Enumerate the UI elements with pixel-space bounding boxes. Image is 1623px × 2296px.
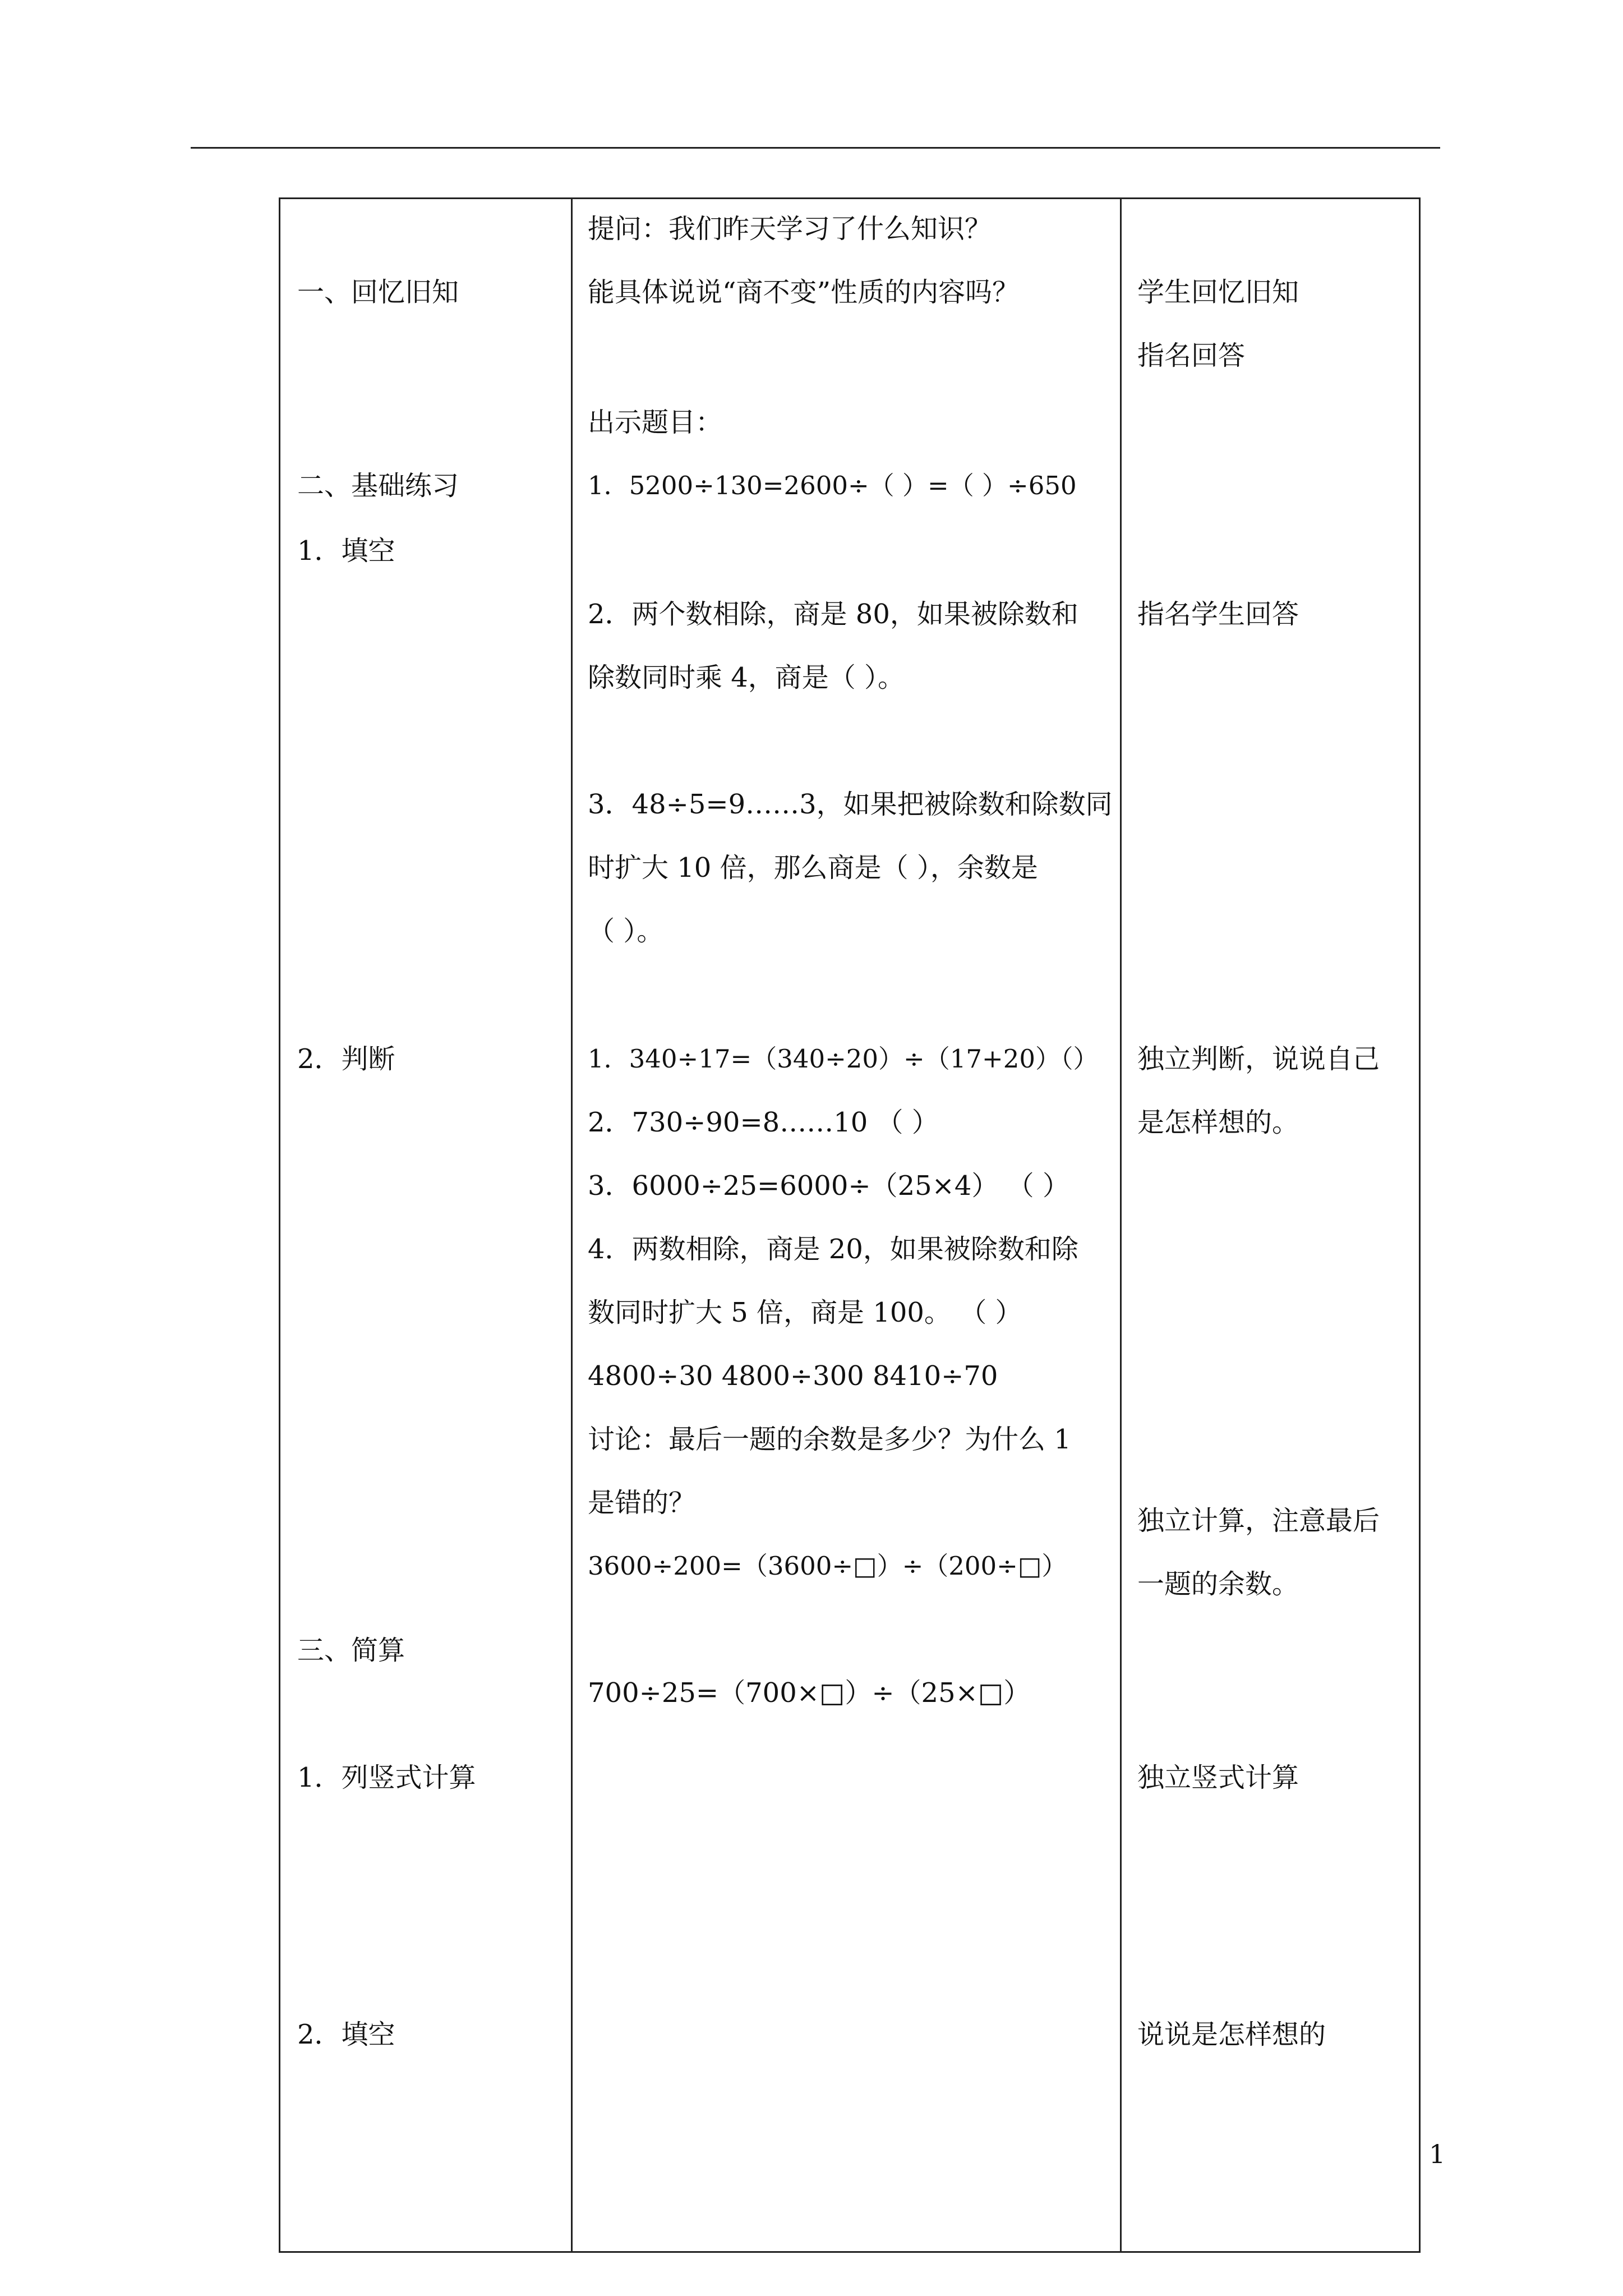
stage-basic-practice: 二、基础练习 <box>297 470 459 501</box>
student-line: 学生回忆旧知 <box>1137 277 1299 308</box>
teacher-line: 出示题目： <box>588 407 723 438</box>
column-divider-left <box>571 199 573 2251</box>
stage-fill-blank-2: 2．填空 <box>297 2019 395 2050</box>
teacher-line: 讨论：最后一题的余数是多少？为什么 1 <box>588 1424 1071 1455</box>
column-divider-right <box>1120 199 1122 2251</box>
stage-judgment: 2．判断 <box>297 1043 395 1075</box>
student-line: 指名回答 <box>1137 340 1246 371</box>
teacher-line: （ ）。 <box>588 915 664 947</box>
teacher-line: 1．5200÷130=2600÷（ ）=（ ）÷650 <box>588 471 1077 500</box>
student-line: 独立计算，注意最后 <box>1137 1505 1380 1536</box>
student-line: 是怎样想的。 <box>1137 1107 1299 1138</box>
teacher-line: 3600÷200=（3600÷□）÷（200÷□） <box>588 1551 1067 1581</box>
student-line: 指名学生回答 <box>1137 599 1299 630</box>
teacher-line: 除数同时乘 4，商是（ ）。 <box>588 662 905 693</box>
teacher-line: 4800÷30 4800÷300 8410÷70 <box>588 1360 998 1392</box>
stage-simplify: 三、简算 <box>297 1635 405 1666</box>
teacher-line: 是错的？ <box>588 1487 696 1519</box>
teacher-line: 数同时扩大 5 倍，商是 100。 （ ） <box>588 1297 1022 1328</box>
student-line: 独立竖式计算 <box>1137 1762 1299 1793</box>
teacher-line: 3．48÷5=9……3，如果把被除数和除数同 <box>588 789 1113 820</box>
teacher-line: 时扩大 10 倍，那么商是（ ），余数是 <box>588 852 1038 884</box>
teacher-line: 2．730÷90=8……10 （ ） <box>588 1107 939 1138</box>
stage-review: 一、回忆旧知 <box>297 277 459 308</box>
student-line: 一题的余数。 <box>1137 1568 1299 1600</box>
page-number: 1 <box>1429 2139 1446 2169</box>
stage-vertical-calc: 1．列竖式计算 <box>297 1762 476 1793</box>
teacher-line: 能具体说说“商不变”性质的内容吗？ <box>588 277 1020 308</box>
student-line: 说说是怎样想的 <box>1137 2019 1326 2050</box>
teacher-line: 700÷25=（700×□）÷（25×□） <box>588 1677 1031 1709</box>
teacher-line: 4．两数相除，商是 20，如果被除数和除 <box>588 1234 1078 1265</box>
stage-fill-blank: 1．填空 <box>297 535 395 567</box>
teacher-line: 1．340÷17=（340÷20）÷（17+20）（） <box>588 1044 1099 1074</box>
teacher-line: 3．6000÷25=6000÷（25×4） （ ） <box>588 1170 1069 1202</box>
lesson-plan-table <box>279 197 1421 2253</box>
student-line: 独立判断，说说自己 <box>1137 1043 1380 1075</box>
teacher-line: 提问：我们昨天学习了什么知识？ <box>588 213 992 245</box>
header-rule <box>191 147 1440 149</box>
teacher-line: 2．两个数相除，商是 80，如果被除数和 <box>588 599 1078 630</box>
